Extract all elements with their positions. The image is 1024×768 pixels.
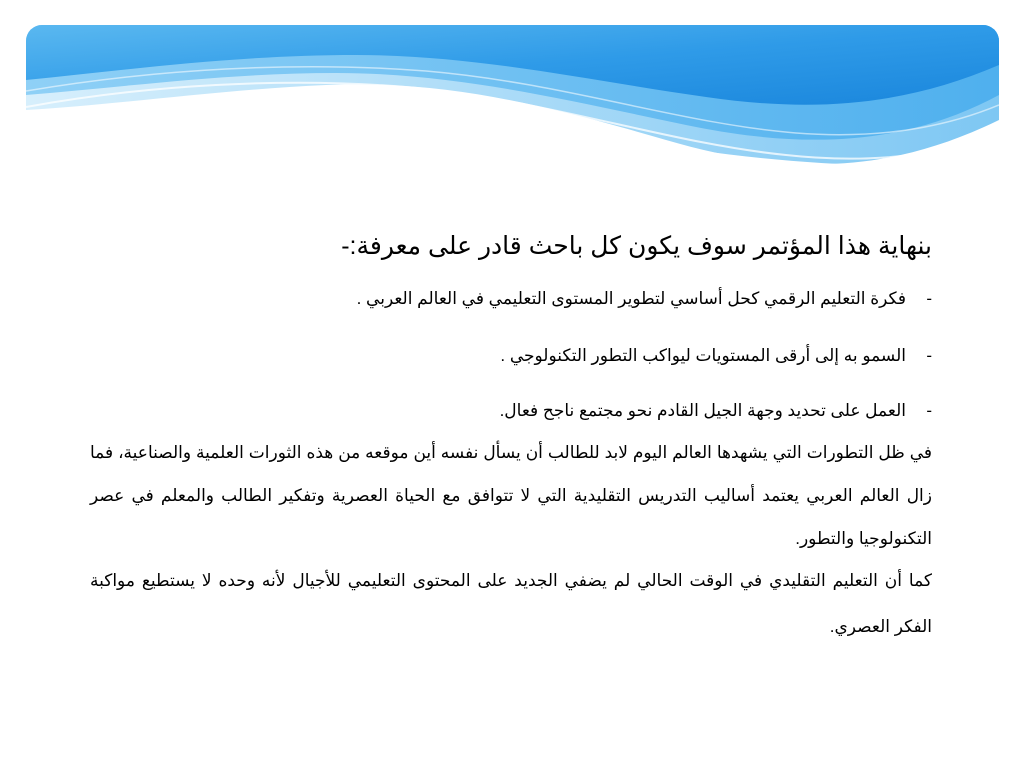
slide-content xyxy=(90,228,932,650)
bullet-item xyxy=(90,342,932,370)
body-paragraph: كما أن التعليم التقليدي في الوقت الحالي لم يضفي الجديد على المحتوى التعليمي للأجيال لأنه وحده لا يستطيع مواكبة الفكر العصري. xyxy=(90,571,932,636)
bullet-marker: - xyxy=(926,289,932,308)
bullet-item xyxy=(90,397,932,425)
wave-decoration xyxy=(26,25,999,188)
bullet-text: العمل على تحديد وجهة الجيل القادم نحو مجتمع ناجح فعال. xyxy=(499,401,906,420)
body-paragraph: في ظل التطورات التي يشهدها العالم اليوم لابد للطالب أن يسأل نفسه أين موقعه من هذه الثورات العلمية والصناعية، فما زال العالم العربي يعتمد أساليب التدريس التقليدية التي لا تتوافق مع الحياة العصرية وتفكير الطالب والمعلم في عصر التكنولوجيا والتطور. xyxy=(90,443,932,548)
slide-title: بنهاية هذا المؤتمر سوف يكون كل باحث قادر على معرفة:- xyxy=(341,232,932,260)
bullet-text: فكرة التعليم الرقمي كحل أساسي لتطوير المستوى التعليمي في العالم العربي . xyxy=(356,289,906,308)
bullet-marker: - xyxy=(926,401,932,420)
bullet-item xyxy=(90,285,932,313)
bullet-text: السمو به إلى أرقى المستويات ليواكب التطور التكنولوجي . xyxy=(500,346,906,365)
header-banner xyxy=(26,25,999,188)
bullet-marker: - xyxy=(926,346,932,365)
